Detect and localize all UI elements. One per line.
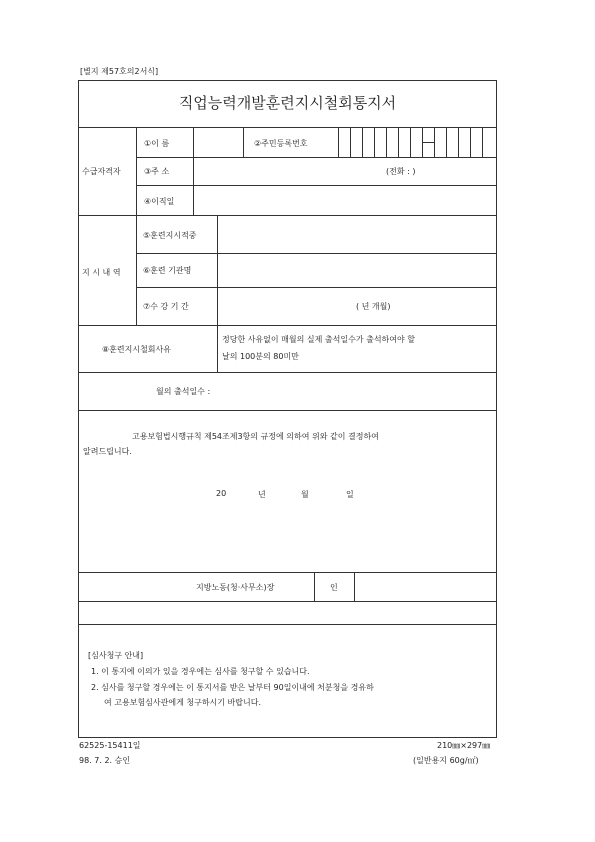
divider bbox=[78, 624, 497, 625]
id-cell-divider bbox=[338, 127, 339, 157]
appeal-item-2: 여 고용보험심사관에게 청구하시기 바랍니다. bbox=[104, 698, 262, 707]
divider bbox=[354, 572, 355, 601]
phone-text: (전화 : ) bbox=[386, 167, 416, 176]
divider bbox=[193, 157, 194, 215]
form-number: [별지 제57호의2서식] bbox=[80, 67, 159, 76]
id-cell-divider bbox=[350, 127, 351, 157]
appeal-item-2: 2. 심사를 청구할 경우에는 이 통지서를 받은 날부터 90일이내에 처분청을 경유하 bbox=[91, 683, 374, 692]
name-label: ①이 름 bbox=[144, 139, 170, 148]
address-label: ③주 소 bbox=[144, 167, 170, 176]
period-label: ⑦수 강 기 간 bbox=[143, 302, 189, 311]
reason-text: 정당한 사유없이 매월의 실제 출석일수가 출석하여야 할 bbox=[222, 335, 415, 344]
form-title: 직업능력개발훈련지시철회통지서 bbox=[178, 94, 397, 112]
divider bbox=[78, 410, 497, 411]
divider bbox=[314, 572, 315, 601]
resident-id-label: ②주민등록번호 bbox=[254, 139, 308, 148]
id-cell-divider bbox=[362, 127, 363, 157]
period-value: ( 년 개월) bbox=[356, 302, 391, 311]
trainee-section-label: 수급자격자 bbox=[82, 167, 121, 176]
divider bbox=[136, 287, 497, 288]
footer-paper: (일반용지 60g/㎡) bbox=[413, 756, 479, 765]
reason-text: 날의 100분의 80미만 bbox=[222, 352, 299, 361]
date-year: 년 bbox=[258, 490, 266, 499]
order-date-label: ⑤훈련지시적중 bbox=[143, 231, 197, 240]
divider bbox=[217, 215, 218, 372]
id-cell-divider bbox=[410, 127, 411, 157]
divider bbox=[136, 157, 497, 158]
id-cell-divider bbox=[386, 127, 387, 157]
notice-text: 알려드립니다. bbox=[83, 447, 132, 456]
appeal-header: [심사청구 안내] bbox=[88, 651, 144, 660]
date-month: 월 bbox=[301, 490, 309, 499]
footer-approval: 98. 7. 2. 승인 bbox=[79, 756, 131, 765]
divider bbox=[136, 185, 497, 186]
divider bbox=[243, 127, 244, 157]
seal-label: 인 bbox=[330, 583, 338, 592]
date-year-prefix: 20 bbox=[216, 489, 227, 498]
id-dash bbox=[422, 142, 434, 143]
divider bbox=[78, 325, 497, 326]
institution-label: ⑥훈련 기관명 bbox=[143, 266, 192, 275]
id-cell-divider bbox=[458, 127, 459, 157]
footer-code: 62525-15411일 bbox=[79, 741, 141, 750]
leave-date-label: ④이직일 bbox=[144, 197, 175, 206]
id-cell-divider bbox=[446, 127, 447, 157]
id-cell-divider bbox=[434, 127, 435, 157]
id-cell-divider bbox=[470, 127, 471, 157]
divider bbox=[136, 253, 497, 254]
notice-text: 고용보험법시행규칙 제54조제3항의 규정에 의하여 위와 같이 결정하여 bbox=[132, 432, 379, 441]
id-cell-divider bbox=[398, 127, 399, 157]
divider bbox=[78, 372, 497, 373]
id-cell-divider bbox=[482, 127, 483, 157]
date-day: 일 bbox=[346, 490, 354, 499]
form-frame bbox=[78, 80, 497, 738]
divider bbox=[78, 215, 497, 216]
divider bbox=[78, 601, 497, 602]
divider bbox=[193, 127, 194, 157]
divider bbox=[136, 127, 137, 325]
reason-label: ⑧훈련지시철회사유 bbox=[102, 345, 171, 354]
footer-size: 210㎜×297㎜ bbox=[437, 741, 491, 750]
attendance-text: 월의 출석일수 : bbox=[156, 387, 211, 396]
id-cell-divider bbox=[374, 127, 375, 157]
appeal-item-1: 1. 이 통지에 이의가 있을 경우에는 심사를 청구할 수 있습니다. bbox=[91, 667, 310, 676]
order-section-label: 지 시 내 역 bbox=[82, 268, 121, 277]
office-label: 지방노동(청·사무소)장 bbox=[196, 583, 275, 592]
divider bbox=[78, 572, 497, 573]
